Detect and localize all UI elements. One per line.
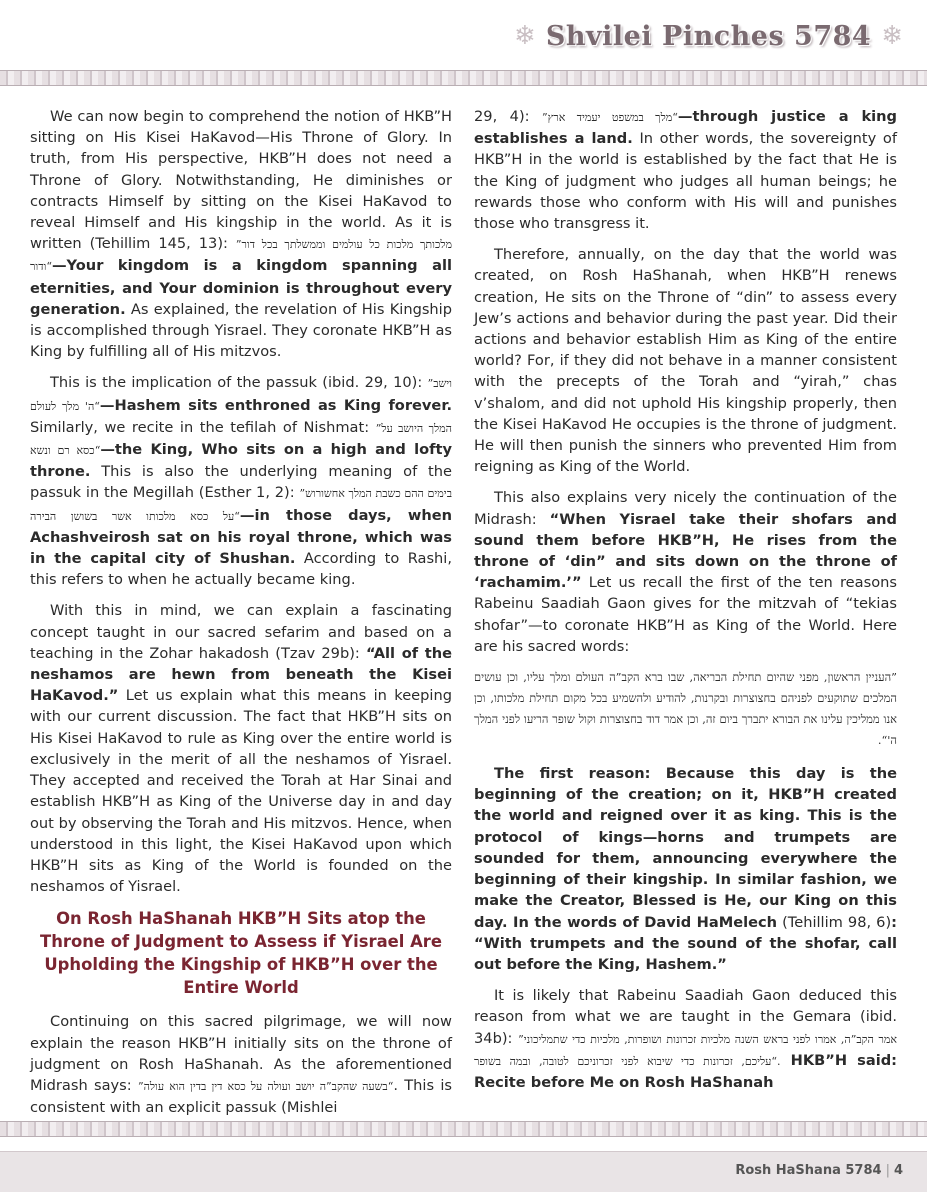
paragraph: The first reason: Because this day is the beginning of the creation; on it, HKB”H created the world and reigned over it as king. This is the protocol of kings—horns and trumpets are sounded for them, announcing everywhere the beginning of their kingship. In similar fashion, we make the Creator, Blessed is He, our King on this day. In the words of David HaMelech (Tehillim 98, 6): “With trumpets and the sound of the shofar, call out before the King, Hashem.” — [474, 765, 897, 973]
hebrew-quote: ”מלך במשפט יעמיד ארץ“ — [542, 111, 678, 124]
footer-ornamental-band — [0, 1121, 927, 1137]
paragraph: 29, 4): ”מלך במשפט יעמיד ארץ“—through justice a king establishes a land. In other words, the sovereignty of HKB”H in the world is established by the fact that He is the King of judgment who judges all human beings; he rewards those who conform with His will and punishes those who transgress it. — [474, 108, 897, 233]
bold-translation: The first reason: Because this day is the beginning of the creation; on it, HKB”H created the world and reigned over it as king. This is the protocol of kings—horns and trumpets are sounded for them, announcing everywhere the beginning of their kingship. In similar fashion, we make the Creator, Blessed is He, our King on this day. In the words of David HaMelech — [474, 765, 897, 931]
swirl-ornament-icon: ❄ — [514, 21, 536, 51]
paragraph: With this in mind, we can explain a fascinating concept taught in our sacred sefarim and based on a teaching in the Zohar hakadosh (Tzav 29b): “All of the neshamos are hewn from beneath the Kisei HaKavod.” Let us explain what this means in keeping with our current discussion. The fact that HKB”H sits on His Kisei HaKavod to rule as King over the entire world is exclusively in the merit of all the neshamos of Yisrael. They accepted and received the Torah at Har Sinai and establish HKB”H as King of the Universe day in and day out by observing the Torah and His mitzvos. Hence, when understood in this light, the Kisei HaKavod upon which HKB”H sits as King of the World is founded on the neshamos of Yisrael. — [30, 602, 452, 896]
bold-quote: : “With trumpets and the sound of the shofar, call out before the King, Hashem.” — [474, 913, 897, 973]
page-footer — [735, 1163, 903, 1178]
hebrew-block-quote: ”העניין הראשון, מפני שהיום תחילת הבריאה, שבו ברא הקב”ה העולם ומלך עליו, וכן עושים המלכים שתוקעים לפניהם בחצוצרות ובקרנות, להודיע ולהשמיע בכל מקום תחילת מלכותו, וכן אנו ממליכין עלינו את הבורא יתברך ביום זה, וכן אמר דוד בחצוצרות וקול שופר הריעו לפני המלך ה'“. — [474, 670, 897, 748]
paragraph: This is the implication of the passuk (ibid. 29, 10): ”וישב ה' מלך לעולם“—Hashem sits enthroned as King forever. Similarly, we recite in the tefilah of Nishmat: ”המלך היושב על כסא רם ונשא“—the King, Who sits on a high and lofty throne. This is also the underlying meaning of the passuk in the Megillah (Esther 1, 2): ”בימים ההם כשבת המלך אחשורוש על כסא מלכותו אשר בשושן הבירה“—in those days, when Achashveirosh sat on his royal throne, which was in the capital city of Shushan. According to Rashi, this refers to when he actually became king. — [30, 374, 453, 589]
right-column — [474, 106, 897, 1103]
paragraph: Therefore, annually, on the day that the world was created, on Rosh HaShanah, when HKB”H renews creation, He sits on the Throne of “din” to assess every Jew’s actions and behavior during the past year. Did their actions and behavior establish Him as King of the entire world? For, if they did not behave in a manner consistent with the precepts of the Torah and “yirah,” chas v’shalom, and did not uphold His kingship properly, then the Kisei HaKavod He occupies is the throne of judgment. He will then punish the sinners who prevented Him from reigning as King of the World. — [474, 246, 897, 476]
bold-translation: —in those days, when Achashveirosh sat on his royal throne, which was in the capital city of Shushan. — [30, 506, 453, 568]
left-column — [30, 106, 452, 1128]
bold-translation: HKB”H said: Recite before Me on Rosh HaShanah — [474, 1051, 897, 1091]
header-ornamental-band — [0, 70, 927, 86]
bold-quote: “When Yisrael take their shofars and sound them before HKB”H, He rises from the throne of ‘din” and sits down on the throne of ‘rachamim.’” — [474, 510, 897, 592]
bold-translation: —Your kingdom is a kingdom spanning all eternities, and Your dominion is throughout every generation. — [30, 257, 452, 318]
hebrew-quote: ”המלך היושב על כסא רם ונשא“ — [30, 421, 452, 458]
paragraph: It is likely that Rabeinu Saadiah Gaon deduced this reason from what we are taught in the Gemara (ibid. 34b): ”אמר הקב”ה, אמרו לפני בראש השנה מלכיות זכרונות ושופרות, מלכיות כדי שתמליכוני עליכם, זכרונות כדי שיבוא לפני זכרוניכם לטובה, ובמה בשופר“. HKB”H said: Recite before Me on Rosh HaShanah — [474, 987, 897, 1091]
hebrew-quote: ”בימים ההם כשבת המלך אחשורוש על כסא מלכותו אשר בשושן הבירה“ — [30, 487, 452, 523]
hebrew-quote: ”מלכותך מלכות כל עולמים וממשלתך בכל דור ודור“ — [30, 238, 452, 274]
paragraph: We can now begin to comprehend the notion of HKB”H sitting on His Kisei HaKavod—His Throne of Glory. In truth, from His perspective, HKB”H does not need a Throne of Glory. Notwithstanding, He diminishes or contracts Himself by sitting on the Kisei HaKavod to reveal Himself and His kingship in the world. As it is written (Tehillim 145, 13): ”מלכותך מלכות כל עולמים וממשלתך בכל דור ודור“—Your kingdom is a kingdom spanning all eternities, and Your dominion is throughout every generation. As explained, the revelation of His Kingship is accomplished through Yisrael. They coronate HKB”H as King by fulfilling all of His mitzvos. — [30, 108, 452, 361]
bold-translation: —through justice a king establishes a land. — [474, 108, 897, 148]
bold-translation: —Hashem sits enthroned as King forever. — [99, 396, 452, 414]
swirl-ornament-icon: ❄ — [881, 21, 903, 51]
section-subheading: On Rosh HaShanah HKB”H Sits atop the Throne of Judgment to Assess if Yisrael Are Upholding the Kingship of HKB”H over the Entire World — [40, 909, 442, 998]
page-header — [514, 14, 903, 58]
paragraph: This also explains very nicely the continuation of the Midrash: “When Yisrael take their shofars and sound them before HKB”H, He rises from the throne of ‘din” and sits down on the throne of ‘rachamim.’” Let us recall the first of the ten reasons Rabeinu Saadiah Gaon gives for the mitzvah of “tekias shofar”—to coronate HKB”H as King of the World. Here are his sacred words: — [474, 489, 897, 655]
bold-translation: —the King, Who sits on a high and lofty throne. — [30, 441, 453, 481]
hebrew-quote: ”וישב ה' מלך לעולם“ — [30, 377, 452, 413]
bold-quote: “All of the neshamos are hewn from beneath the Kisei HaKavod.” — [30, 644, 452, 705]
hebrew-quote: ”אמר הקב”ה, אמרו לפני בראש השנה מלכיות זכרונות ושופרות, מלכיות כדי שתמליכוני עליכם, זכרונות כדי שיבוא לפני זכרוניכם לטובה, ובמה בשופר“. — [474, 1032, 897, 1068]
footer-separator: | — [885, 1163, 890, 1178]
page-number: 4 — [893, 1163, 903, 1178]
hebrew-quote: ”בשעה שהקב”ה יושב ועולה על כסא דין בדין הוא עולה“ — [137, 1079, 394, 1093]
issue-label: Rosh HaShana 5784 — [735, 1163, 882, 1178]
publication-title: Shvilei Pinches 5784 — [545, 20, 872, 52]
paragraph: Continuing on this sacred pilgrimage, we will now explain the reason HKB”H initially sits on the throne of judgment on Rosh HaShanah. As the aforementioned Midrash says: ”בשעה שהקב”ה יושב ועולה על כסא דין בדין הוא עולה“. This is consistent with an explicit passuk (Mishlei — [30, 1013, 452, 1117]
